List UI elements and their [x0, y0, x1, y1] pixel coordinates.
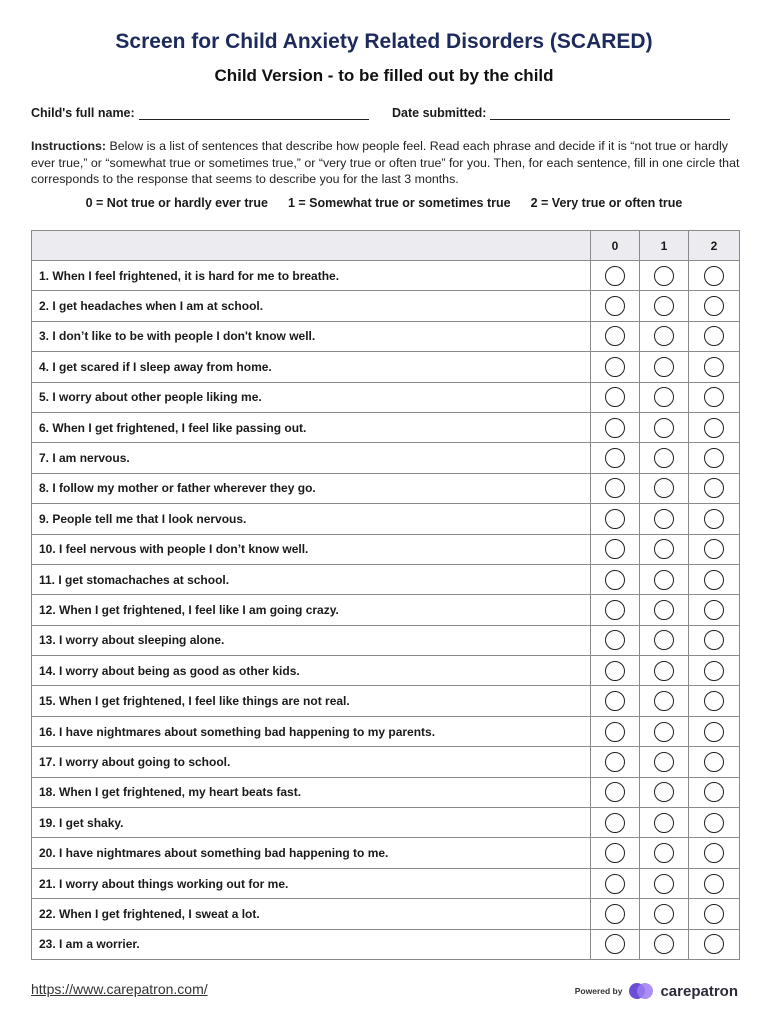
legend-item-0: 0 = Not true or hardly ever true	[85, 196, 268, 210]
page-title: Screen for Child Anxiety Related Disorders (SCARED)	[115, 30, 653, 53]
response-cell-2	[689, 443, 740, 473]
response-radio-2[interactable]	[704, 266, 724, 286]
page-subtitle: Child Version - to be filled out by the child	[214, 66, 554, 85]
table-row	[32, 382, 740, 412]
response-cell-0	[591, 504, 640, 534]
response-cell-1	[640, 777, 689, 807]
response-radio-1[interactable]	[654, 448, 674, 468]
response-cell-2	[689, 808, 740, 838]
response-cell-0	[591, 838, 640, 868]
response-cell-2	[689, 625, 740, 655]
response-cell-2	[689, 838, 740, 868]
question-column-header	[32, 231, 591, 261]
response-radio-2[interactable]	[704, 722, 724, 742]
question-text: 21. I worry about things working out for me.	[32, 868, 591, 898]
legend-item-1: 1 = Somewhat true or sometimes true	[287, 196, 511, 210]
response-cell-0	[591, 473, 640, 503]
response-cell-0	[591, 716, 640, 746]
response-radio-0[interactable]	[605, 661, 625, 681]
response-radio-0[interactable]	[605, 357, 625, 377]
response-radio-1[interactable]	[654, 509, 674, 529]
response-cell-0	[591, 291, 640, 321]
response-radio-0[interactable]	[605, 722, 625, 742]
response-cell-1	[640, 504, 689, 534]
carepatron-link[interactable]: https://www.carepatron.com/	[31, 981, 208, 997]
response-cell-0	[591, 382, 640, 412]
response-cell-1	[640, 321, 689, 351]
response-radio-2[interactable]	[704, 539, 724, 559]
table-row	[32, 291, 740, 321]
response-cell-1	[640, 838, 689, 868]
date-input[interactable]	[490, 105, 730, 120]
question-text: 12. When I get frightened, I feel like I am going crazy.	[32, 595, 591, 625]
response-cell-1	[640, 412, 689, 442]
response-radio-2[interactable]	[704, 874, 724, 894]
child-name-field	[31, 105, 369, 120]
response-radio-2[interactable]	[704, 600, 724, 620]
response-cell-0	[591, 261, 640, 291]
response-radio-2[interactable]	[704, 509, 724, 529]
table-row	[32, 656, 740, 686]
response-radio-2[interactable]	[704, 570, 724, 590]
response-cell-2	[689, 291, 740, 321]
response-radio-0[interactable]	[605, 266, 625, 286]
response-cell-1	[640, 625, 689, 655]
response-cell-2	[689, 473, 740, 503]
response-cell-1	[640, 291, 689, 321]
table-row	[32, 777, 740, 807]
response-radio-1[interactable]	[654, 722, 674, 742]
child-name-input[interactable]	[139, 105, 369, 120]
table-row	[32, 261, 740, 291]
response-cell-1	[640, 686, 689, 716]
response-radio-2[interactable]	[704, 843, 724, 863]
response-cell-2	[689, 747, 740, 777]
table-row	[32, 808, 740, 838]
carepatron-logo-icon	[628, 980, 654, 1002]
table-row	[32, 534, 740, 564]
response-cell-1	[640, 473, 689, 503]
response-radio-1[interactable]	[654, 934, 674, 954]
response-cell-0	[591, 747, 640, 777]
response-cell-0	[591, 443, 640, 473]
response-radio-1[interactable]	[654, 418, 674, 438]
legend-item-2: 2 = Very true or often true	[530, 196, 683, 210]
table-row	[32, 595, 740, 625]
response-radio-0[interactable]	[605, 387, 625, 407]
response-cell-0	[591, 412, 640, 442]
response-cell-2	[689, 321, 740, 351]
response-radio-1[interactable]	[654, 904, 674, 924]
response-cell-2	[689, 777, 740, 807]
response-radio-1[interactable]	[654, 630, 674, 650]
response-cell-0	[591, 656, 640, 686]
response-radio-0[interactable]	[605, 600, 625, 620]
response-cell-1	[640, 595, 689, 625]
question-text: 16. I have nightmares about something bad happening to my parents.	[32, 716, 591, 746]
table-row	[32, 899, 740, 929]
response-radio-2[interactable]	[704, 904, 724, 924]
response-radio-1[interactable]	[654, 570, 674, 590]
table-row	[32, 716, 740, 746]
response-radio-0[interactable]	[605, 904, 625, 924]
response-cell-0	[591, 321, 640, 351]
table-row	[32, 625, 740, 655]
question-text: 9. People tell me that I look nervous.	[32, 504, 591, 534]
response-radio-0[interactable]	[605, 448, 625, 468]
response-radio-0[interactable]	[605, 874, 625, 894]
response-cell-0	[591, 686, 640, 716]
response-cell-0	[591, 534, 640, 564]
column-header-1: 1	[640, 231, 689, 261]
response-cell-2	[689, 686, 740, 716]
table-row	[32, 443, 740, 473]
response-radio-0[interactable]	[605, 478, 625, 498]
table-row	[32, 686, 740, 716]
response-radio-0[interactable]	[605, 630, 625, 650]
response-cell-0	[591, 352, 640, 382]
response-legend	[0, 196, 768, 210]
response-radio-1[interactable]	[654, 326, 674, 346]
response-cell-1	[640, 443, 689, 473]
response-radio-1[interactable]	[654, 782, 674, 802]
question-text: 2. I get headaches when I am at school.	[32, 291, 591, 321]
response-cell-2	[689, 382, 740, 412]
response-radio-1[interactable]	[654, 661, 674, 681]
response-radio-2[interactable]	[704, 691, 724, 711]
response-cell-0	[591, 777, 640, 807]
response-cell-0	[591, 899, 640, 929]
table-row	[32, 838, 740, 868]
response-cell-2	[689, 534, 740, 564]
column-header-2: 2	[689, 231, 740, 261]
carepatron-brand: carepatron	[660, 982, 738, 1000]
response-radio-0[interactable]	[605, 782, 625, 802]
powered-by	[575, 980, 738, 1002]
response-cell-0	[591, 808, 640, 838]
question-text: 13. I worry about sleeping alone.	[32, 625, 591, 655]
question-text: 15. When I get frightened, I feel like things are not real.	[32, 686, 591, 716]
response-cell-1	[640, 747, 689, 777]
table-header-row	[32, 231, 740, 261]
response-cell-2	[689, 656, 740, 686]
response-cell-2	[689, 412, 740, 442]
response-cell-0	[591, 625, 640, 655]
response-cell-1	[640, 352, 689, 382]
response-cell-0	[591, 595, 640, 625]
response-radio-1[interactable]	[654, 874, 674, 894]
questionnaire-table	[31, 230, 740, 960]
instructions	[31, 138, 741, 188]
response-radio-2[interactable]	[704, 326, 724, 346]
table-row	[32, 504, 740, 534]
question-text: 5. I worry about other people liking me.	[32, 382, 591, 412]
table-row	[32, 473, 740, 503]
question-text: 6. When I get frightened, I feel like passing out.	[32, 412, 591, 442]
response-cell-1	[640, 656, 689, 686]
response-cell-2	[689, 352, 740, 382]
response-radio-1[interactable]	[654, 600, 674, 620]
response-radio-2[interactable]	[704, 418, 724, 438]
response-radio-0[interactable]	[605, 509, 625, 529]
response-radio-2[interactable]	[704, 296, 724, 316]
response-cell-0	[591, 564, 640, 594]
response-radio-2[interactable]	[704, 752, 724, 772]
table-row	[32, 868, 740, 898]
question-rows	[32, 261, 740, 960]
response-cell-1	[640, 899, 689, 929]
response-radio-2[interactable]	[704, 813, 724, 833]
question-text: 3. I don’t like to be with people I don't know well.	[32, 321, 591, 351]
response-cell-2	[689, 929, 740, 959]
response-cell-2	[689, 261, 740, 291]
response-cell-2	[689, 564, 740, 594]
response-radio-1[interactable]	[654, 387, 674, 407]
response-radio-2[interactable]	[704, 387, 724, 407]
response-cell-0	[591, 868, 640, 898]
question-text: 11. I get stomachaches at school.	[32, 564, 591, 594]
instructions-label: Instructions:	[31, 139, 107, 153]
question-text: 7. I am nervous.	[32, 443, 591, 473]
response-radio-1[interactable]	[654, 266, 674, 286]
response-cell-1	[640, 534, 689, 564]
question-text: 20. I have nightmares about something bad happening to me.	[32, 838, 591, 868]
response-radio-2[interactable]	[704, 478, 724, 498]
response-radio-0[interactable]	[605, 813, 625, 833]
response-radio-2[interactable]	[704, 630, 724, 650]
response-radio-0[interactable]	[605, 296, 625, 316]
response-radio-0[interactable]	[605, 843, 625, 863]
question-text: 23. I am a worrier.	[32, 929, 591, 959]
response-cell-2	[689, 504, 740, 534]
response-cell-1	[640, 929, 689, 959]
response-cell-2	[689, 868, 740, 898]
response-radio-1[interactable]	[654, 752, 674, 772]
table-row	[32, 564, 740, 594]
response-cell-2	[689, 716, 740, 746]
question-text: 10. I feel nervous with people I don’t know well.	[32, 534, 591, 564]
response-cell-1	[640, 868, 689, 898]
question-text: 17. I worry about going to school.	[32, 747, 591, 777]
response-radio-1[interactable]	[654, 843, 674, 863]
response-radio-2[interactable]	[704, 448, 724, 468]
question-text: 14. I worry about being as good as other kids.	[32, 656, 591, 686]
response-cell-1	[640, 716, 689, 746]
question-text: 4. I get scared if I sleep away from home.	[32, 352, 591, 382]
info-fields	[31, 105, 739, 123]
question-text: 8. I follow my mother or father wherever they go.	[32, 473, 591, 503]
response-radio-2[interactable]	[704, 934, 724, 954]
table-row	[32, 412, 740, 442]
response-radio-2[interactable]	[704, 661, 724, 681]
response-radio-2[interactable]	[704, 357, 724, 377]
response-radio-0[interactable]	[605, 326, 625, 346]
response-radio-1[interactable]	[654, 357, 674, 377]
response-cell-0	[591, 929, 640, 959]
response-radio-1[interactable]	[654, 691, 674, 711]
question-text: 22. When I get frightened, I sweat a lot.	[32, 899, 591, 929]
response-radio-0[interactable]	[605, 570, 625, 590]
column-header-0: 0	[591, 231, 640, 261]
child-name-label: Child's full name:	[31, 106, 135, 120]
date-label: Date submitted:	[392, 106, 487, 120]
response-radio-0[interactable]	[605, 418, 625, 438]
table-row	[32, 747, 740, 777]
response-cell-2	[689, 595, 740, 625]
response-cell-2	[689, 899, 740, 929]
table-row	[32, 321, 740, 351]
response-cell-1	[640, 261, 689, 291]
response-radio-0[interactable]	[605, 539, 625, 559]
response-cell-1	[640, 564, 689, 594]
question-text: 18. When I get frightened, my heart beats fast.	[32, 777, 591, 807]
response-radio-2[interactable]	[704, 782, 724, 802]
date-field	[392, 105, 730, 120]
response-radio-0[interactable]	[605, 691, 625, 711]
response-radio-1[interactable]	[654, 478, 674, 498]
instructions-text: Below is a list of sentences that describe how people feel. Read each phrase and decide if it is “not true or hardly ever true,” or “somewhat true or sometimes true,” or “very true or often true” for you. Then, for each sentence, fill in one circle that corresponds to the response that seems to describe you for the last 3 months.	[31, 139, 740, 186]
table-row	[32, 929, 740, 959]
question-text: 1. When I feel frightened, it is hard for me to breathe.	[32, 261, 591, 291]
question-text: 19. I get shaky.	[32, 808, 591, 838]
response-cell-1	[640, 382, 689, 412]
response-radio-1[interactable]	[654, 813, 674, 833]
table-row	[32, 352, 740, 382]
response-radio-0[interactable]	[605, 752, 625, 772]
response-radio-1[interactable]	[654, 296, 674, 316]
response-radio-0[interactable]	[605, 934, 625, 954]
response-cell-1	[640, 808, 689, 838]
response-radio-1[interactable]	[654, 539, 674, 559]
powered-by-label: Powered by	[574, 986, 623, 996]
